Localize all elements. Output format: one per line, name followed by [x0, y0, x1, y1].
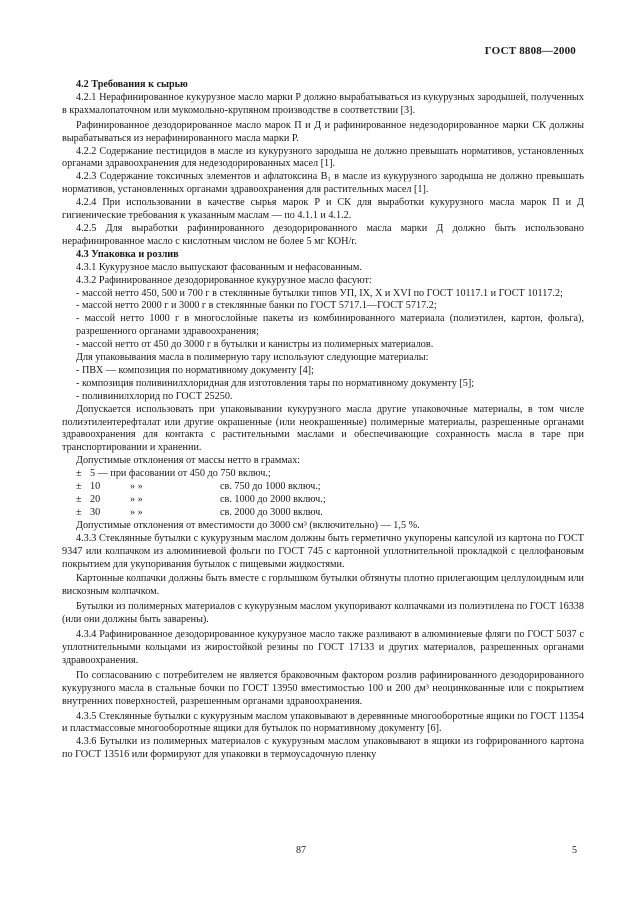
- paragraph: Для упаковывания масла в полимерную тару используют следующие материалы:: [76, 352, 429, 364]
- paragraph: Допустимые отклонения от вместимости до 3000 см³ (включительно) — 1,5 %.: [76, 519, 420, 531]
- list-item: - массой нетто 1000 г в многослойные пакеты из комбинированного материала (полиэтилен, картон, фольга), разрешенного органами здравоохранения;: [76, 313, 584, 338]
- list-item: - композиция поливинилхлоридная для изготовления тары по нормативному документу [5];: [76, 377, 475, 389]
- document-body: [62, 79, 584, 762]
- paragraph: 4.2.1 Нерафинированное кукурузное масло марки Р должно вырабатываться из кукурузных зародышей, полученных в крахмалопаточном или мукомольно-крупяном производстве в соответствии [3].: [62, 91, 584, 116]
- folio-number: 87: [296, 845, 306, 856]
- deviation-row: ± 20 » » св. 1000 до 2000 включ.;: [76, 494, 326, 505]
- list-item: - ПВХ — композиция по нормативному документу [4];: [76, 364, 314, 376]
- paragraph: Рафинированное дезодорированное масло марок П и Д и рафинированное недезодорированное марки СК должны вырабатываться из нерафинированного масла марки Р.: [62, 119, 584, 144]
- list-item: - массой нетто 450, 500 и 700 г в стеклянные бутылки типов УП, IX, X и XVI по ГОСТ 10117.1 и ГОСТ 10117.2;: [76, 287, 563, 299]
- standard-code: ГОСТ 8808—2000: [484, 45, 576, 57]
- paragraph: 4.3.1 Кукурузное масло выпускают фасованным и нефасованным.: [76, 261, 362, 273]
- paragraph: 4.3.3 Стеклянные бутылки с кукурузным маслом должны быть герметично укупорены капсулой из картона по ГОСТ 9347 или колпачком из алюминиевой фольги по ГОСТ 745 с картонной уплотнительной прокладкой с целлофановым покрытием для укупоривания бутылок с пищевыми жидкостями.: [62, 532, 584, 570]
- deviation-row: ± 30 » » св. 2000 до 3000 включ.: [76, 506, 323, 518]
- paragraph: 4.2.4 При использовании в качестве сырья марок Р и СК для выработки кукурузного масла марок П и Д гигиенические требования к указанным маслам — по 4.1.1 и 4.1.2.: [62, 197, 584, 222]
- list-item: - массой нетто 2000 г и 3000 г в стеклянные банки по ГОСТ 5717.1—ГОСТ 5717.2;: [76, 300, 437, 312]
- section-heading: 4.3 Упаковка и розлив: [76, 248, 179, 260]
- paragraph: 4.3.6 Бутылки из полимерных материалов с кукурузным маслом упаковывают в ящики из гофрированного картона по ГОСТ 13516 или формируют для упаковки в термоусадочную пленку: [62, 736, 584, 761]
- paragraph: 4.2.2 Содержание пестицидов в масле из кукурузного зародыша не должно превышать нормативов, установленных органами здравоохранения для недезодорированных масел [1].: [62, 145, 584, 170]
- deviation-row: ± 10 » » св. 750 до 1000 включ.;: [76, 481, 321, 493]
- section-heading: 4.2 Требования к сырью: [76, 79, 188, 90]
- paragraph: Картонные колпачки должны быть вместе с горлышком бутылки обтянуты плотно прилегающим целлулоидным или вискозным колпачком.: [62, 573, 584, 598]
- paragraph: 4.3.5 Стеклянные бутылки с кукурузным маслом упаковывают в деревянные многооборотные ящики по ГОСТ 11354 и пластмассовые многооборотные ящики для бутылок по нормативному документу [6].: [62, 710, 584, 735]
- list-item: - массой нетто от 450 до 3000 г в бутылки и канистры из полимерных материалов.: [76, 339, 434, 351]
- paragraph: По согласованию с потребителем не является браковочным фактором розлив рафинированного дезодорированного кукурузного масла в стальные бочки по ГОСТ 13950 вместимостью 100 и 200 дм³ неоцинкованные или с покрытием внутренних поверхностей, разрешенным органами здравоохранения.: [62, 669, 584, 707]
- paragraph: Допустимые отклонения от массы нетто в граммах:: [76, 455, 301, 467]
- paragraph: 4.2.5 Для выработки рафинированного дезодорированного масла марки Д должно быть использовано нерафинированное масло с кислотным числом не более 5 мг КОН/г.: [62, 222, 584, 247]
- page-number: 5: [572, 845, 577, 856]
- paragraph: 4.3.4 Рафинированное дезодорированное кукурузное масло также разливают в алюминиевые фляги по ГОСТ 5037 с уплотнительными кольцами из жиростойкой резины по ГОСТ 17133 и других материалов, разрешенных органами здравоохранения.: [62, 629, 584, 666]
- list-item: - поливинилхлорид по ГОСТ 25250.: [76, 390, 233, 402]
- deviation-row: ± 5 — при фасовании от 450 до 750 включ.;: [76, 468, 271, 480]
- paragraph: Бутылки из полимерных материалов с кукурузным маслом укупоривают колпачками из полиэтилена по ГОСТ 16338 (или они должны быть заварены).: [62, 601, 584, 626]
- paragraph: 4.3.2 Рафинированное дезодорированное кукурузное масло фасуют:: [76, 274, 372, 286]
- paragraph: 4.2.3 Содержание токсичных элементов и афлатоксина B₁ в масле из кукурузного зародыша не должно превышать нормативов, установленных органами здравоохранения для растительных масел [1].: [62, 171, 584, 196]
- paragraph: Допускается использовать при упаковывании кукурузного масла другие упаковочные материалы, в том числе полиэтилентерефталат или другие окрашенные (или неокрашенные) полимерные материалы, разрешенные органами здравоохранения для контакта с растительными маслами и обеспечивающие сохранность масла в таре при транспортировании и хранении.: [62, 403, 584, 454]
